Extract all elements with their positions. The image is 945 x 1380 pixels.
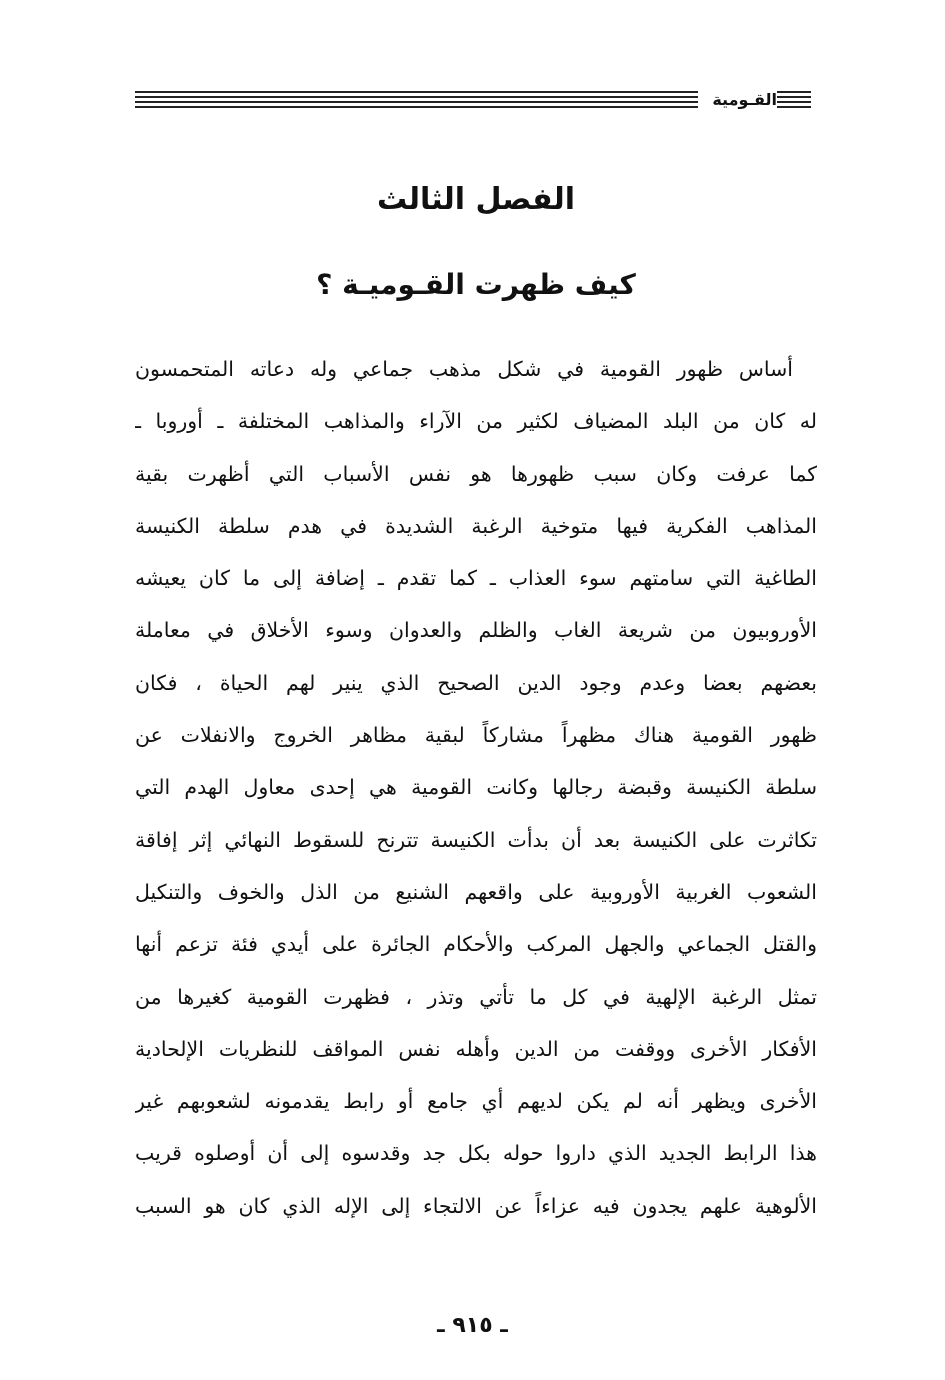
text-line: سلطة الكنيسة وقبضة رجالها وكانت القومية هي إحدى معاول الهدم التي bbox=[135, 775, 817, 800]
header-rule-left bbox=[135, 91, 698, 108]
text-line: أساس ظهور القومية في شكل مذهب جماعي وله دعاته المتحمسون bbox=[135, 357, 793, 381]
body-paragraph bbox=[135, 343, 817, 1232]
text-line: والقتل الجماعي والجهل المركب والأحكام الجائرة على أيدي فئة تزعم أنها bbox=[135, 932, 817, 957]
text-line: بعضهم بعضا وعدم وجود الدين الصحيح الذي ينير لهم الحياة ، فكان bbox=[135, 670, 817, 695]
text-line: الأفكار الأخرى ووقفت من الدين وأهله نفس المواقف للنظريات الإلحادية bbox=[135, 1036, 817, 1061]
running-title: القـومية bbox=[712, 89, 777, 109]
text-line: المذاهب الفكرية فيها متوخية الرغبة الشديدة في هدم سلطة الكنيسة bbox=[135, 513, 817, 538]
text-line: تكاثرت على الكنيسة بعد أن بدأت الكنيسة تترنح للسقوط النهائي إثر إفاقة bbox=[135, 827, 817, 852]
page-number: ـ ٩١٥ ـ bbox=[437, 1313, 508, 1338]
chapter-title: الفصل الثالث bbox=[376, 182, 575, 217]
running-header bbox=[135, 84, 817, 114]
text-line: هذا الرابط الجديد الذي داروا حوله بكل جد وقدسوه إلى أن أوصلوه قريب bbox=[135, 1141, 817, 1166]
header-rule-right bbox=[777, 91, 811, 108]
text-line: الطاغية التي سامتهم سوء العذاب ـ كما تقدم ـ إضافة إلى ما كان يعيشه bbox=[135, 566, 817, 591]
text-line: الألوهية علهم يجدون فيه عزاءاً عن الالتجاء إلى الإله الذي كان هو السبب bbox=[135, 1193, 817, 1218]
text-line: كما عرفت وكان سبب ظهورها هو نفس الأسباب التي أظهرت بقية bbox=[135, 461, 817, 486]
text-line: الأخرى ويظهر أنه لم يكن لديهم أي جامع أو رابط يقدمونه لشعوبهم غير bbox=[135, 1089, 817, 1114]
text-line: ظهور القومية هناك مظهراً مشاركاً لبقية مظاهر الخروج والانفلات عن bbox=[135, 723, 817, 748]
text-line: تمثل الرغبة الإلهية في كل ما تأتي وتذر ، فظهرت القومية كغيرها من bbox=[135, 984, 817, 1009]
section-title: كيف ظهرت القـوميـة ؟ bbox=[316, 268, 636, 301]
text-line: الأوروبيون من شريعة الغاب والظلم والعدوان وسوء الأخلاق في معاملة bbox=[135, 618, 817, 643]
text-line: له كان من البلد المضياف لكثير من الآراء والمذاهب المختلفة ـ أوروبا ـ bbox=[135, 409, 817, 434]
text-line: الشعوب الغربية الأوروبية على واقعهم الشنيع من الذل والخوف والتنكيل bbox=[135, 879, 817, 904]
